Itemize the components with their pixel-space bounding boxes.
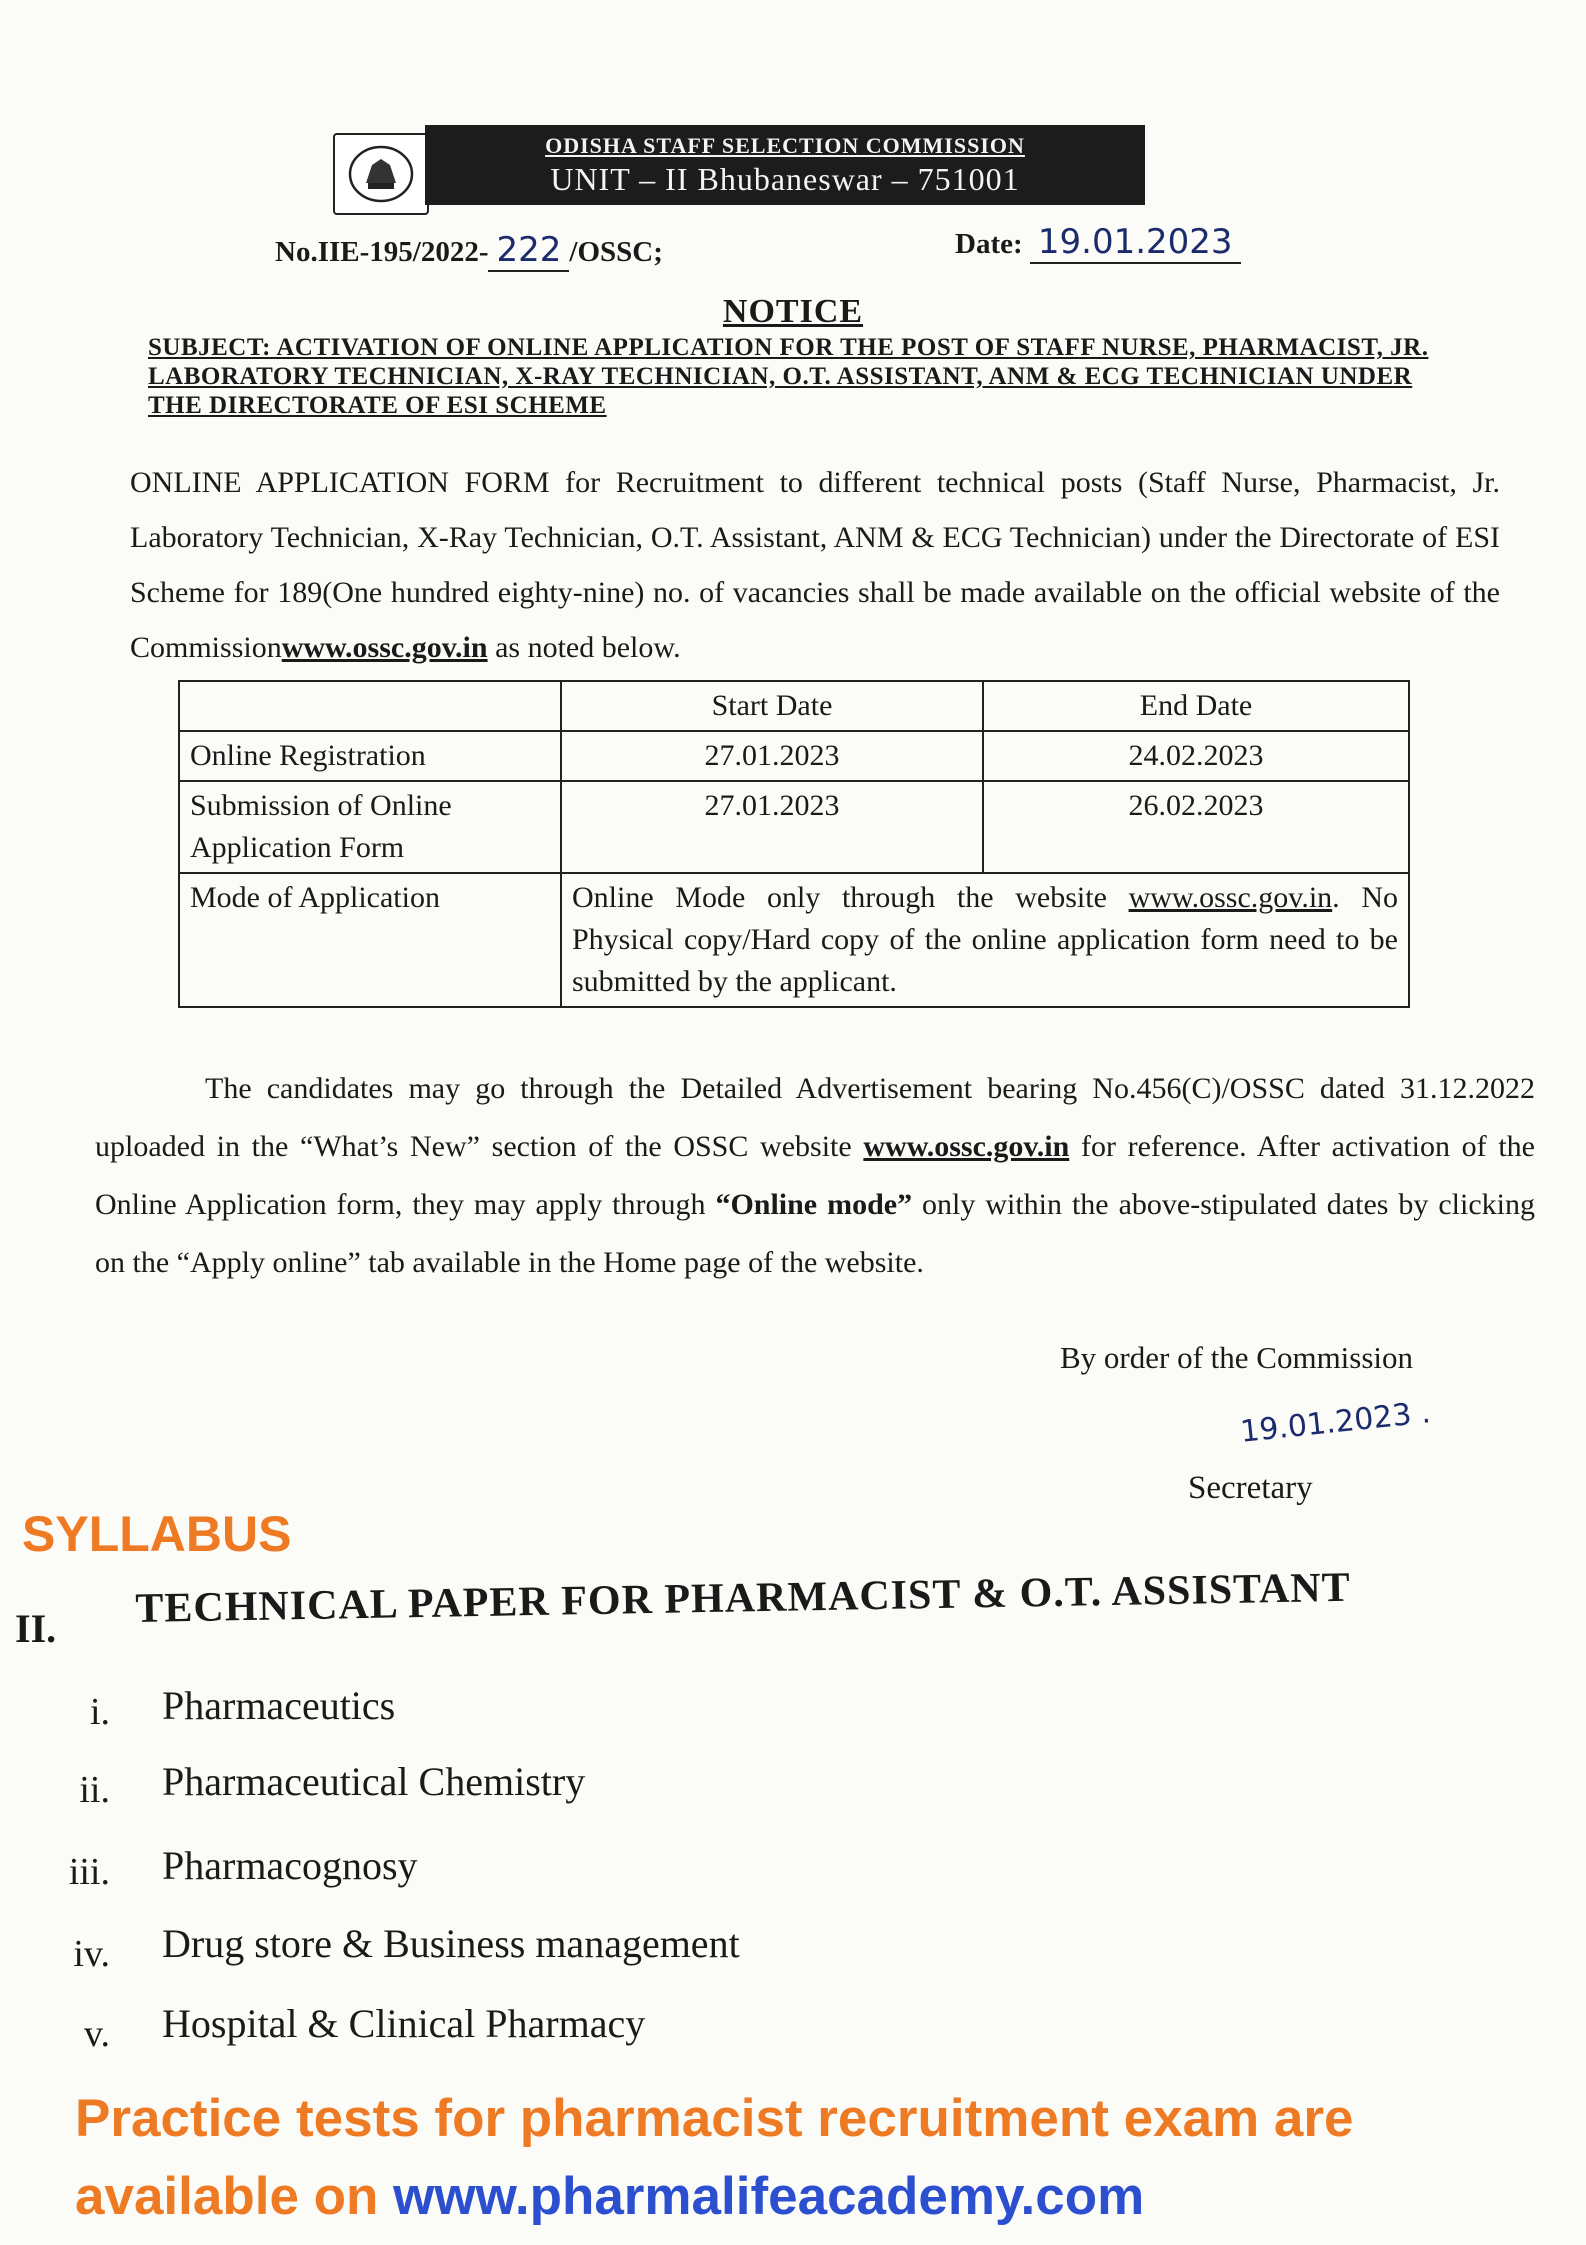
ossc-website-link[interactable]: www.ossc.gov.in xyxy=(281,631,488,664)
online-mode-text: “Online mode” xyxy=(715,1188,913,1221)
paper-number: II. xyxy=(15,1606,57,1651)
list-item-number: v. xyxy=(83,2013,110,2055)
row-start-date: 27.01.2023 xyxy=(561,731,983,781)
syllabus-heading: SYLLABUS xyxy=(22,1506,292,1562)
row-start-date: 27.01.2023 xyxy=(561,781,983,873)
notice-date: Date: 19.01.2023 xyxy=(955,222,1241,262)
handwritten-date: 19.01.2023 xyxy=(1030,222,1241,264)
table-row xyxy=(179,873,1409,1007)
ossc-website-link[interactable]: www.ossc.gov.in xyxy=(1128,881,1333,914)
instructions-paragraph: The candidates may go through the Detailed Advertisement bearing No.456(C)/OSSC dated 31.12.2022 uploaded in the “What’s New” section of the OSSC website www.ossc.gov.in for reference. After activation of the Online Application form, they may apply through “Online mode” only within the above-stipulated dates by clicking on the “Apply online” tab available in the Home page of the website. xyxy=(95,1072,1535,1279)
list-item: Hospital & Clinical Pharmacy xyxy=(162,2001,646,2046)
state-emblem-icon xyxy=(333,133,429,215)
table-row xyxy=(179,731,1409,781)
promo-banner: Practice tests for pharmacist recruitment exam are available on www.pharmalifeacademy.com xyxy=(75,2089,1354,2226)
list-item: Pharmacognosy xyxy=(162,1843,418,1888)
row-end-date: 24.02.2023 xyxy=(983,731,1409,781)
pharmalife-link[interactable]: www.pharmalifeacademy.com xyxy=(393,2167,1145,2226)
table-header-empty xyxy=(179,681,561,731)
row-label: Online Registration xyxy=(179,731,561,781)
list-item-number: i. xyxy=(89,1691,110,1733)
list-item: Pharmaceutics xyxy=(162,1683,396,1728)
row-label: Submission of Online Application Form xyxy=(179,781,561,873)
list-item-number: iii. xyxy=(68,1851,110,1893)
paper-title: TECHNICAL PAPER FOR PHARMACIST & O.T. ASSISTANT xyxy=(135,1564,1352,1632)
list-item-number: ii. xyxy=(79,1769,110,1811)
signatory-title: Secretary xyxy=(1188,1470,1313,1506)
table-header-start: Start Date xyxy=(561,681,983,731)
schedule-table xyxy=(178,680,1410,1008)
header-banner xyxy=(425,125,1145,205)
table-row xyxy=(179,781,1409,873)
signature: 19.01.2023 . xyxy=(1238,1395,1433,1450)
table-header-row xyxy=(179,681,1409,731)
intro-paragraph: ONLINE APPLICATION FORM for Recruitment to different technical posts (Staff Nurse, Pharmacist, Jr. Laboratory Technician, X-Ray Technician, O.T. Assistant, ANM & ECG Technician) under the Directorate of ESI Scheme for 189(One hundred eighty-nine) no. of vacancies shall be made available on the official website of the Commissionwww.ossc.gov.in as noted below. xyxy=(130,466,1500,664)
table-header-end: End Date xyxy=(983,681,1409,731)
unit-address: UNIT – II Bhubaneswar – 751001 xyxy=(550,161,1020,197)
reference-number: No.IIE-195/2022- 222 /OSSC; xyxy=(275,230,663,270)
list-item-number: iv. xyxy=(73,1933,110,1975)
handwritten-number: 222 xyxy=(488,230,569,272)
ossc-website-link[interactable]: www.ossc.gov.in xyxy=(863,1130,1070,1163)
row-label: Mode of Application xyxy=(179,873,561,1007)
organization-name: ODISHA STAFF SELECTION COMMISSION xyxy=(545,133,1025,158)
list-item: Pharmaceutical Chemistry xyxy=(162,1759,586,1804)
notice-subject: SUBJECT: ACTIVATION OF ONLINE APPLICATION FOR THE POST OF STAFF NURSE, PHARMACIST, JR. LABORATORY TECHNICIAN, X-RAY TECHNICIAN, O.T. ASSISTANT, ANM & ECG TECHNICIAN UNDER THE DIRECTORATE OF ESI SCHEME xyxy=(148,334,1429,419)
order-line: By order of the Commission xyxy=(1060,1340,1414,1375)
mode-description: Online Mode only through the website www.ossc.gov.in. No Physical copy/Hard copy of the online application form need to be submitted by the applicant. xyxy=(561,873,1409,1007)
row-end-date: 26.02.2023 xyxy=(983,781,1409,873)
list-item: Drug store & Business management xyxy=(162,1921,740,1966)
notice-title: NOTICE xyxy=(722,293,864,330)
